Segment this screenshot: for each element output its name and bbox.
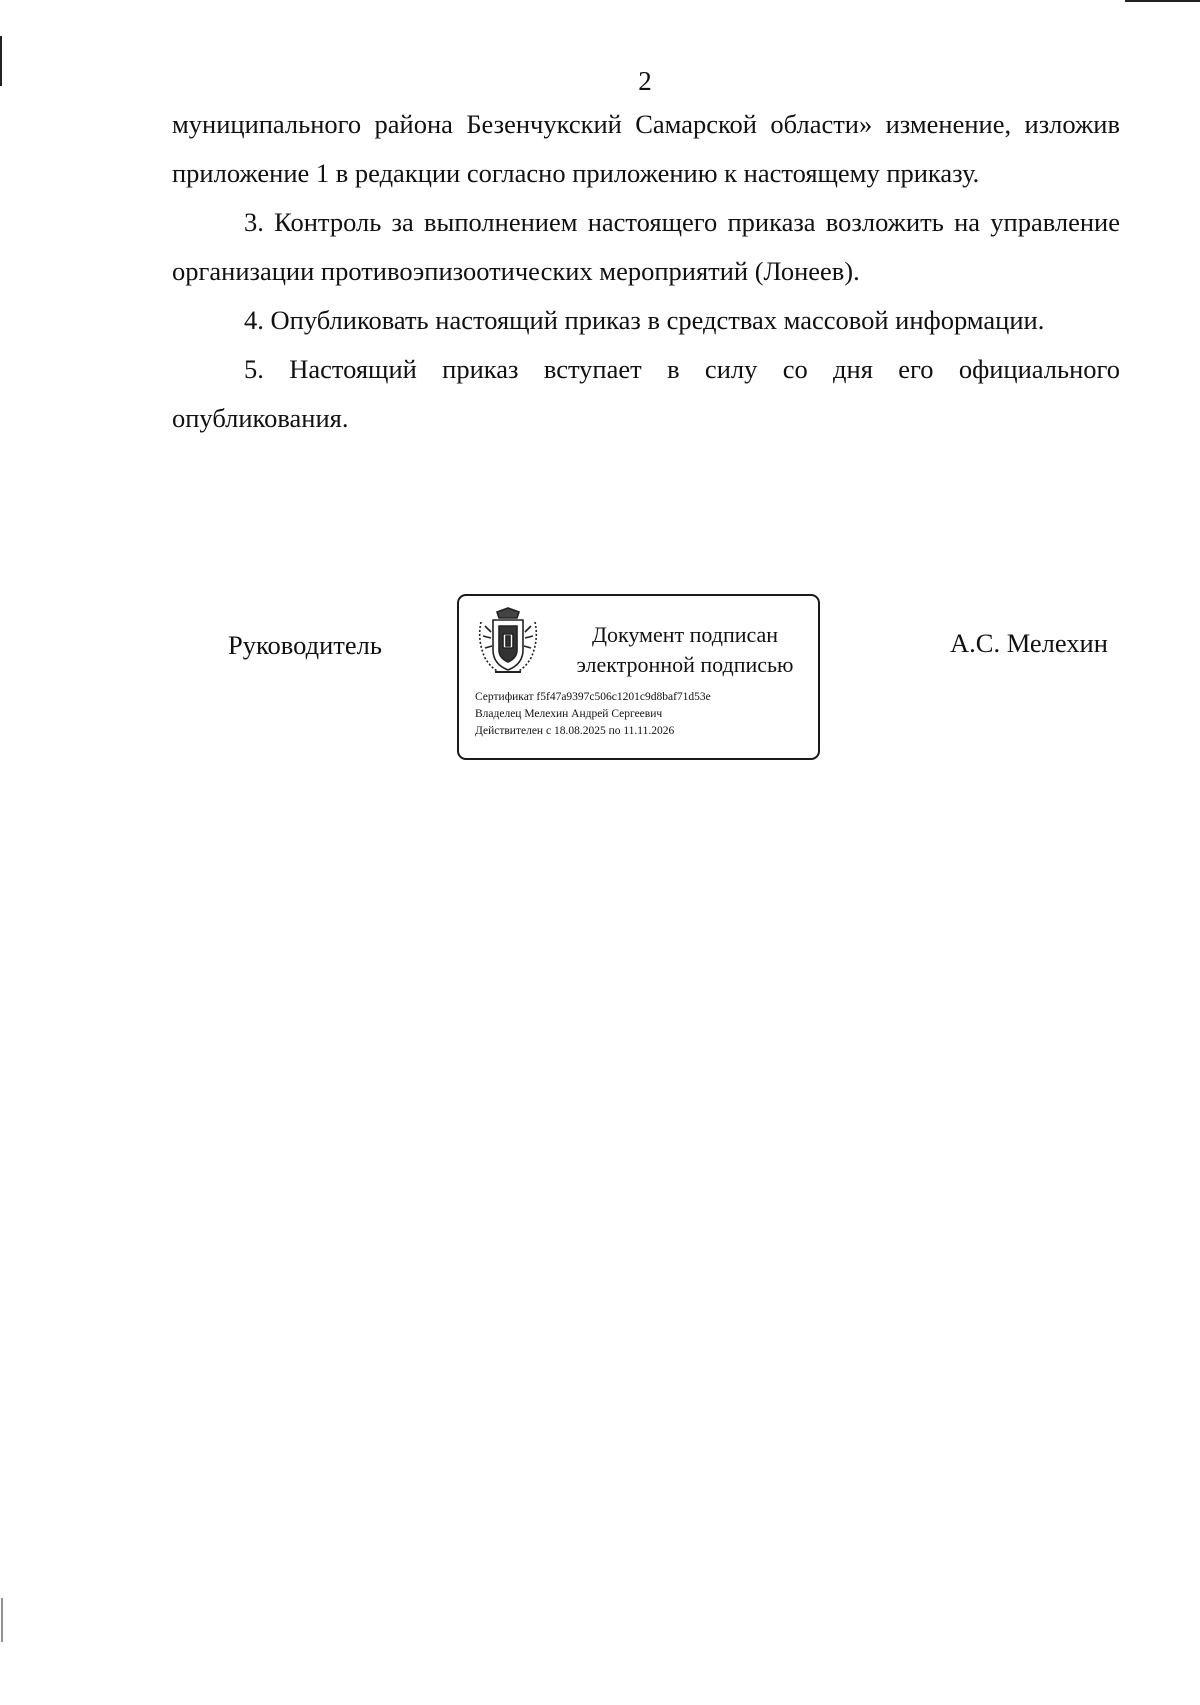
coat-of-arms-icon [473,606,543,678]
paragraph-effective: 5. Настоящий приказ вступает в силу со дня его официального опубликования. [172,354,1120,433]
paragraph-amendment: муниципального района Безенчукский Самарской области» изменение, изложив приложение 1 в редакции согласно приложению к настоящему приказу. [172,109,1120,188]
stamp-title-line1: Документ подписан [591,622,779,647]
scan-edge-mark [0,36,2,86]
electronic-signature-stamp [457,594,820,760]
signer-name: А.С. Мелехин [950,628,1108,658]
scan-edge-mark [1125,0,1200,2]
signer-title: Руководитель [228,630,382,660]
paragraph-publish: 4. Опубликовать настоящий приказ в средствах массовой информации. [244,305,1045,335]
stamp-title-line2: электронной подписью [576,652,794,677]
stamp-owner: Владелец Мелехин Андрей Сергеевич [475,708,663,720]
paragraph-control: 3. Контроль за выполнением настоящего приказа возложить на управление организации противоэпизоотических мероприятий (Лонеев). [172,207,1120,286]
stamp-certificate: Сертификат f5f47a9397c506c1201c9d8baf71d53e [475,691,711,703]
document-body [172,100,1120,443]
stamp-validity: Действителен с 18.08.2025 по 11.11.2026 [475,725,675,737]
scan-edge-mark [1,1598,3,1642]
page-number: 2 [638,66,652,96]
